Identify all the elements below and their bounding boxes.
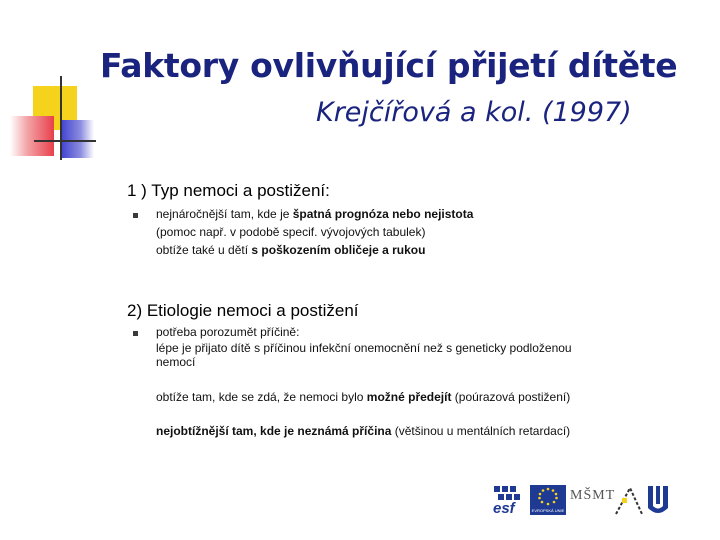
section2-line2: lépe je přijato dítě s příčinou infekční onemocnění než s geneticky podloženou [156, 341, 572, 355]
section1-line3-text: obtíže také u dětí [156, 243, 252, 257]
section1-line1-bold: špatná prognóza nebo nejistota [292, 207, 474, 221]
red-square [10, 116, 54, 156]
esf-logo [492, 484, 526, 518]
section2-line1: potřeba porozumět příčině: [156, 325, 300, 339]
section2-line4-tail: (poúrazová postižení) [451, 390, 571, 404]
section2-line4 [156, 390, 570, 405]
msmt-logo: MŠMT [570, 488, 616, 503]
vertical-line [60, 76, 62, 160]
section2-line4-text: obtíže tam, kde se zdá, že nemoci bylo [156, 390, 367, 404]
eu-flag-logo [530, 485, 566, 515]
page-title: Faktory ovlivňující přijetí dítěte [100, 46, 678, 85]
blue-square [60, 120, 94, 158]
eu-caption: EVROPSKÁ UNIE [531, 508, 565, 513]
section1-line1-text: nejnáročnější tam, kde je [156, 207, 293, 221]
section2-line3: nemocí [156, 355, 196, 369]
bullet-icon [133, 213, 138, 218]
section2-line4-bold: možné předejít [366, 390, 452, 404]
section1-line2: (pomoc např. v podobě specif. vývojových tabulek) [156, 225, 426, 239]
section1-line3 [156, 243, 425, 258]
page-subtitle: Krejčířová a kol. (1997) [316, 97, 632, 128]
sponsor-logos [492, 482, 672, 522]
eu-stars-icon [530, 485, 566, 509]
section2-line5 [156, 424, 570, 439]
section1-line1 [156, 207, 473, 222]
horizontal-line [34, 140, 96, 142]
section1-heading: 1 ) Typ nemoci a postižení: [127, 181, 330, 200]
section2-heading: 2) Etiologie nemoci a postižení [127, 301, 359, 320]
decorative-corner-graphic [0, 70, 110, 170]
section1-line3-bold: s poškozením obličeje a rukou [251, 243, 426, 257]
op-vk-logo [614, 484, 644, 518]
section2-line5-text: (většinou u mentálních retardací) [391, 424, 571, 438]
university-logo [646, 484, 670, 518]
esf-logo-text: esf [493, 500, 515, 517]
bullet-icon [133, 331, 138, 336]
section2-line5-bold: nejobtížnější tam, kde je neznámá příčina [156, 424, 392, 438]
